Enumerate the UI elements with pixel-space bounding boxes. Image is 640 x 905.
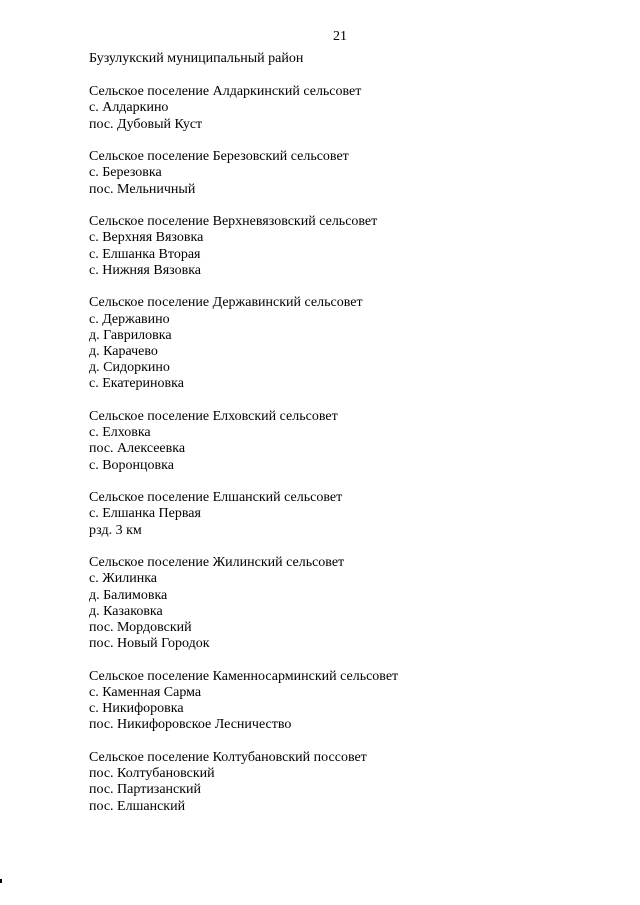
locality-item: с. Березовка bbox=[89, 165, 162, 181]
settlement-section bbox=[89, 295, 609, 392]
locality-item: с. Каменная Сарма bbox=[89, 685, 202, 701]
section-title: Сельское поселение Алдаркинский сельсовет bbox=[89, 84, 362, 100]
locality-item: с. Нижняя Вязовка bbox=[89, 262, 201, 278]
locality-item: с. Никифоровка bbox=[89, 701, 184, 717]
locality-item: д. Балимовка bbox=[89, 587, 168, 603]
settlement-section bbox=[89, 84, 609, 133]
settlement-section bbox=[89, 750, 609, 815]
locality-item: пос. Колтубановский bbox=[89, 766, 215, 782]
locality-item: д. Карачево bbox=[89, 344, 158, 360]
settlement-section bbox=[89, 214, 609, 279]
locality-item: с. Екатериновка bbox=[89, 376, 184, 392]
locality-item: пос. Елшанский bbox=[89, 798, 186, 814]
locality-item: пос. Алексеевка bbox=[89, 441, 186, 457]
locality-item: с. Елшанка Первая bbox=[89, 506, 201, 522]
locality-item: с. Елшанка Вторая bbox=[89, 246, 201, 262]
locality-item: д. Сидоркино bbox=[89, 360, 170, 376]
section-title: Сельское поселение Жилинский сельсовет bbox=[89, 555, 345, 571]
settlement-section bbox=[89, 149, 609, 198]
section-title: Сельское поселение Березовский сельсовет bbox=[89, 149, 349, 165]
section-title: Сельское поселение Колтубановский поссовет bbox=[89, 750, 367, 766]
section-title: Сельское поселение Державинский сельсовет bbox=[89, 295, 363, 311]
locality-item: с. Верхняя Вязовка bbox=[89, 230, 204, 246]
page-number: 21 bbox=[333, 29, 347, 44]
locality-item: рзд. 3 км bbox=[89, 522, 142, 538]
locality-item: пос. Никифоровское Лесничество bbox=[89, 717, 292, 733]
locality-item: пос. Партизанский bbox=[89, 782, 202, 798]
settlement-section bbox=[89, 490, 609, 539]
district-title: Бузулукский муниципальный район bbox=[89, 51, 304, 66]
section-title: Сельское поселение Верхневязовский сельсовет bbox=[89, 214, 378, 230]
locality-item: с. Державино bbox=[89, 311, 170, 327]
locality-item: пос. Мордовский bbox=[89, 620, 192, 636]
locality-item: с. Алдаркино bbox=[89, 100, 169, 116]
locality-item: д. Гавриловка bbox=[89, 327, 172, 343]
section-title: Сельское поселение Елшанский сельсовет bbox=[89, 490, 343, 506]
scan-mark bbox=[0, 879, 2, 883]
locality-item: пос. Мельничный bbox=[89, 181, 196, 197]
locality-item: пос. Дубовый Куст bbox=[89, 116, 203, 132]
settlement-section bbox=[89, 409, 609, 474]
section-title: Сельское поселение Каменносарминский сельсовет bbox=[89, 668, 399, 684]
locality-item: д. Казаковка bbox=[89, 603, 163, 619]
document-body bbox=[89, 51, 609, 831]
locality-item: пос. Новый Городок bbox=[89, 636, 210, 652]
locality-item: с. Жилинка bbox=[89, 571, 158, 587]
settlement-sections bbox=[89, 84, 609, 815]
settlement-section bbox=[89, 555, 609, 652]
settlement-section bbox=[89, 669, 609, 734]
section-title: Сельское поселение Елховский сельсовет bbox=[89, 409, 338, 425]
locality-item: с. Елховка bbox=[89, 425, 151, 441]
locality-item: с. Воронцовка bbox=[89, 457, 174, 473]
